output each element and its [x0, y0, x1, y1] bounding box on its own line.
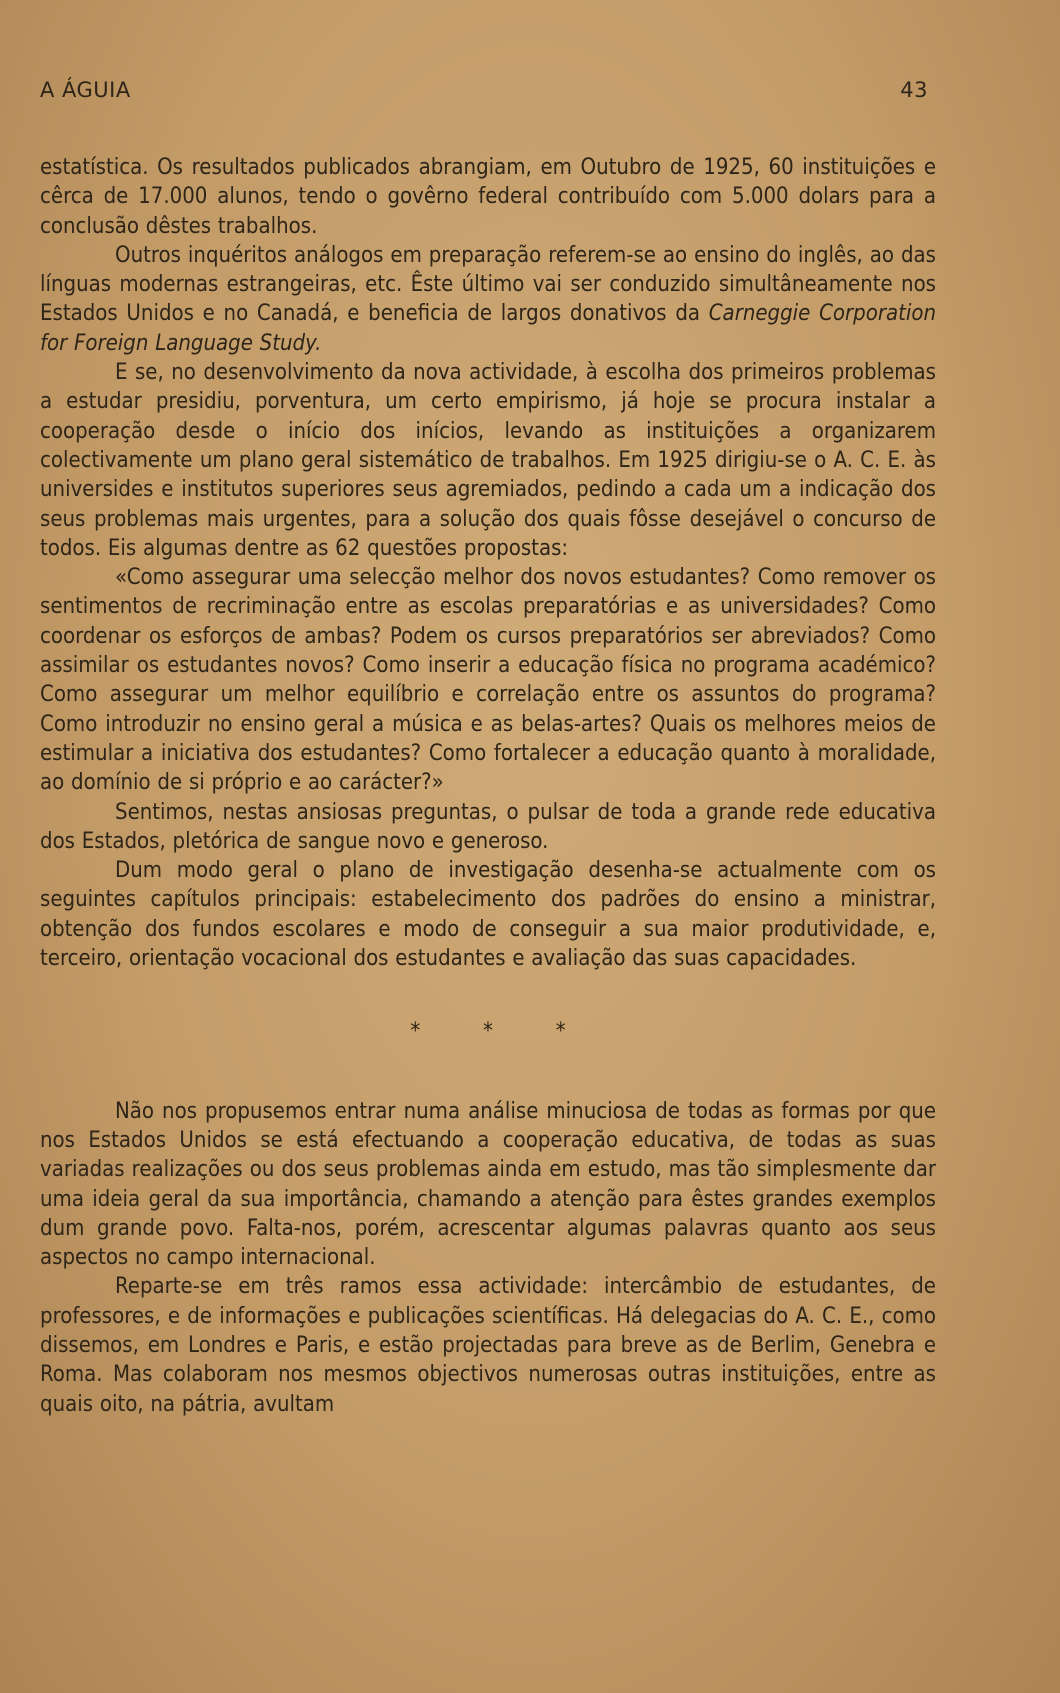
body-text — [40, 153, 936, 1419]
paragraph: E se, no desenvolvimento da nova actividade, à escolha dos primeiros problemas a estudar presidiu, porventura, um certo empirismo, já hoje se procura instalar a cooperação desde o início dos inícios, levando as instituições a organizarem colectivamente um plano geral sistemático de trabalhos. Em 1925 dirigiu-se o A. C. E. às universides e institutos superiores seus agremiados, pedindo a cada um a indicação dos seus problemas mais urgentes, para a solução dos quais fôsse desejável o concurso de todos. Eis algumas dentre as 62 questões propostas: — [40, 360, 936, 561]
paragraph: Dum modo geral o plano de investigação desenha-se actualmente com os seguintes capítulos principais: estabelecimento dos padrões do ensino a ministrar, obtenção dos fundos escolares e modo de conseguir a sua maior produtividade, e, terceiro, orientação vocacional dos estudantes e avaliação das suas capacidades. — [40, 858, 936, 972]
paragraph: Sentimos, nestas ansiosas preguntas, o pulsar de toda a grande rede educativa dos Estados, pletórica de sangue novo e generoso. — [40, 799, 936, 854]
page-number: 43 — [900, 78, 928, 102]
paragraph: estatística. Os resultados publicados abrangiam, em Outubro de 1925, 60 instituições e cêrca de 17.000 alunos, tendo o govêrno federal contribuído com 5.000 dolars para a conclusão dêstes trabalhos. — [40, 155, 936, 239]
paragraph: Não nos propusemos entrar numa análise minuciosa de todas as formas por que nos Estados Unidos se está efectuando a cooperação educativa, de todas as suas variadas realizações ou dos seus problemas ainda em estudo, mas tão simplesmente dar uma ideia geral da sua importância, chamando a atenção para êstes grandes exemplos dum grande povo. Falta-nos, porém, acrescentar algumas palavras quanto aos seus aspectos no campo internacional. — [40, 1098, 936, 1271]
italic-title: Carneggie Corporation for Foreign Language Study. — [40, 301, 936, 356]
paragraph-text: Outros inquéritos análogos em preparação referem-se ao ensino do inglês, ao das línguas modernas estrangeiras, etc. Êste último vai ser conduzido simultâneamente nos Estados Unidos e no Canadá, e beneficia de largos donativos da — [40, 242, 936, 327]
page-header — [40, 78, 928, 102]
paragraph: «Como assegurar uma selecção melhor dos novos estudantes? Como remover os sentimentos de recriminação entre as escolas preparatórias e as universidades? Como coordenar os esforços de ambas? Podem os cursos preparatórios ser abreviados? Como assimilar os estudantes novos? Como inserir a educação física no programa académico? Como assegurar um melhor equilíbrio e correlação entre os assuntos do programa? Como introduzir no ensino geral a música e as belas-artes? Quais os melhores meios de estimular a iniciativa dos estudantes? Como fortalecer a educação quanto à moralidade, ao domínio de si próprio e ao carácter?» — [40, 565, 936, 796]
running-title: A ÁGUIA — [40, 78, 131, 102]
paragraph — [40, 241, 936, 358]
paragraph: Reparte-se em três ramos essa actividade: intercâmbio de estudantes, de professores, e de informações e publicações scientíficas. Há delegacias do A. C. E., como dissemos, em Londres e Paris, e estão projectadas para breve as de Berlim, Genebra e Roma. Mas colaboram nos mesmos objectivos numerosas outras instituições, entre as quais oito, na pátria, avultam — [40, 1274, 936, 1417]
section-break: * * * — [410, 1019, 594, 1045]
